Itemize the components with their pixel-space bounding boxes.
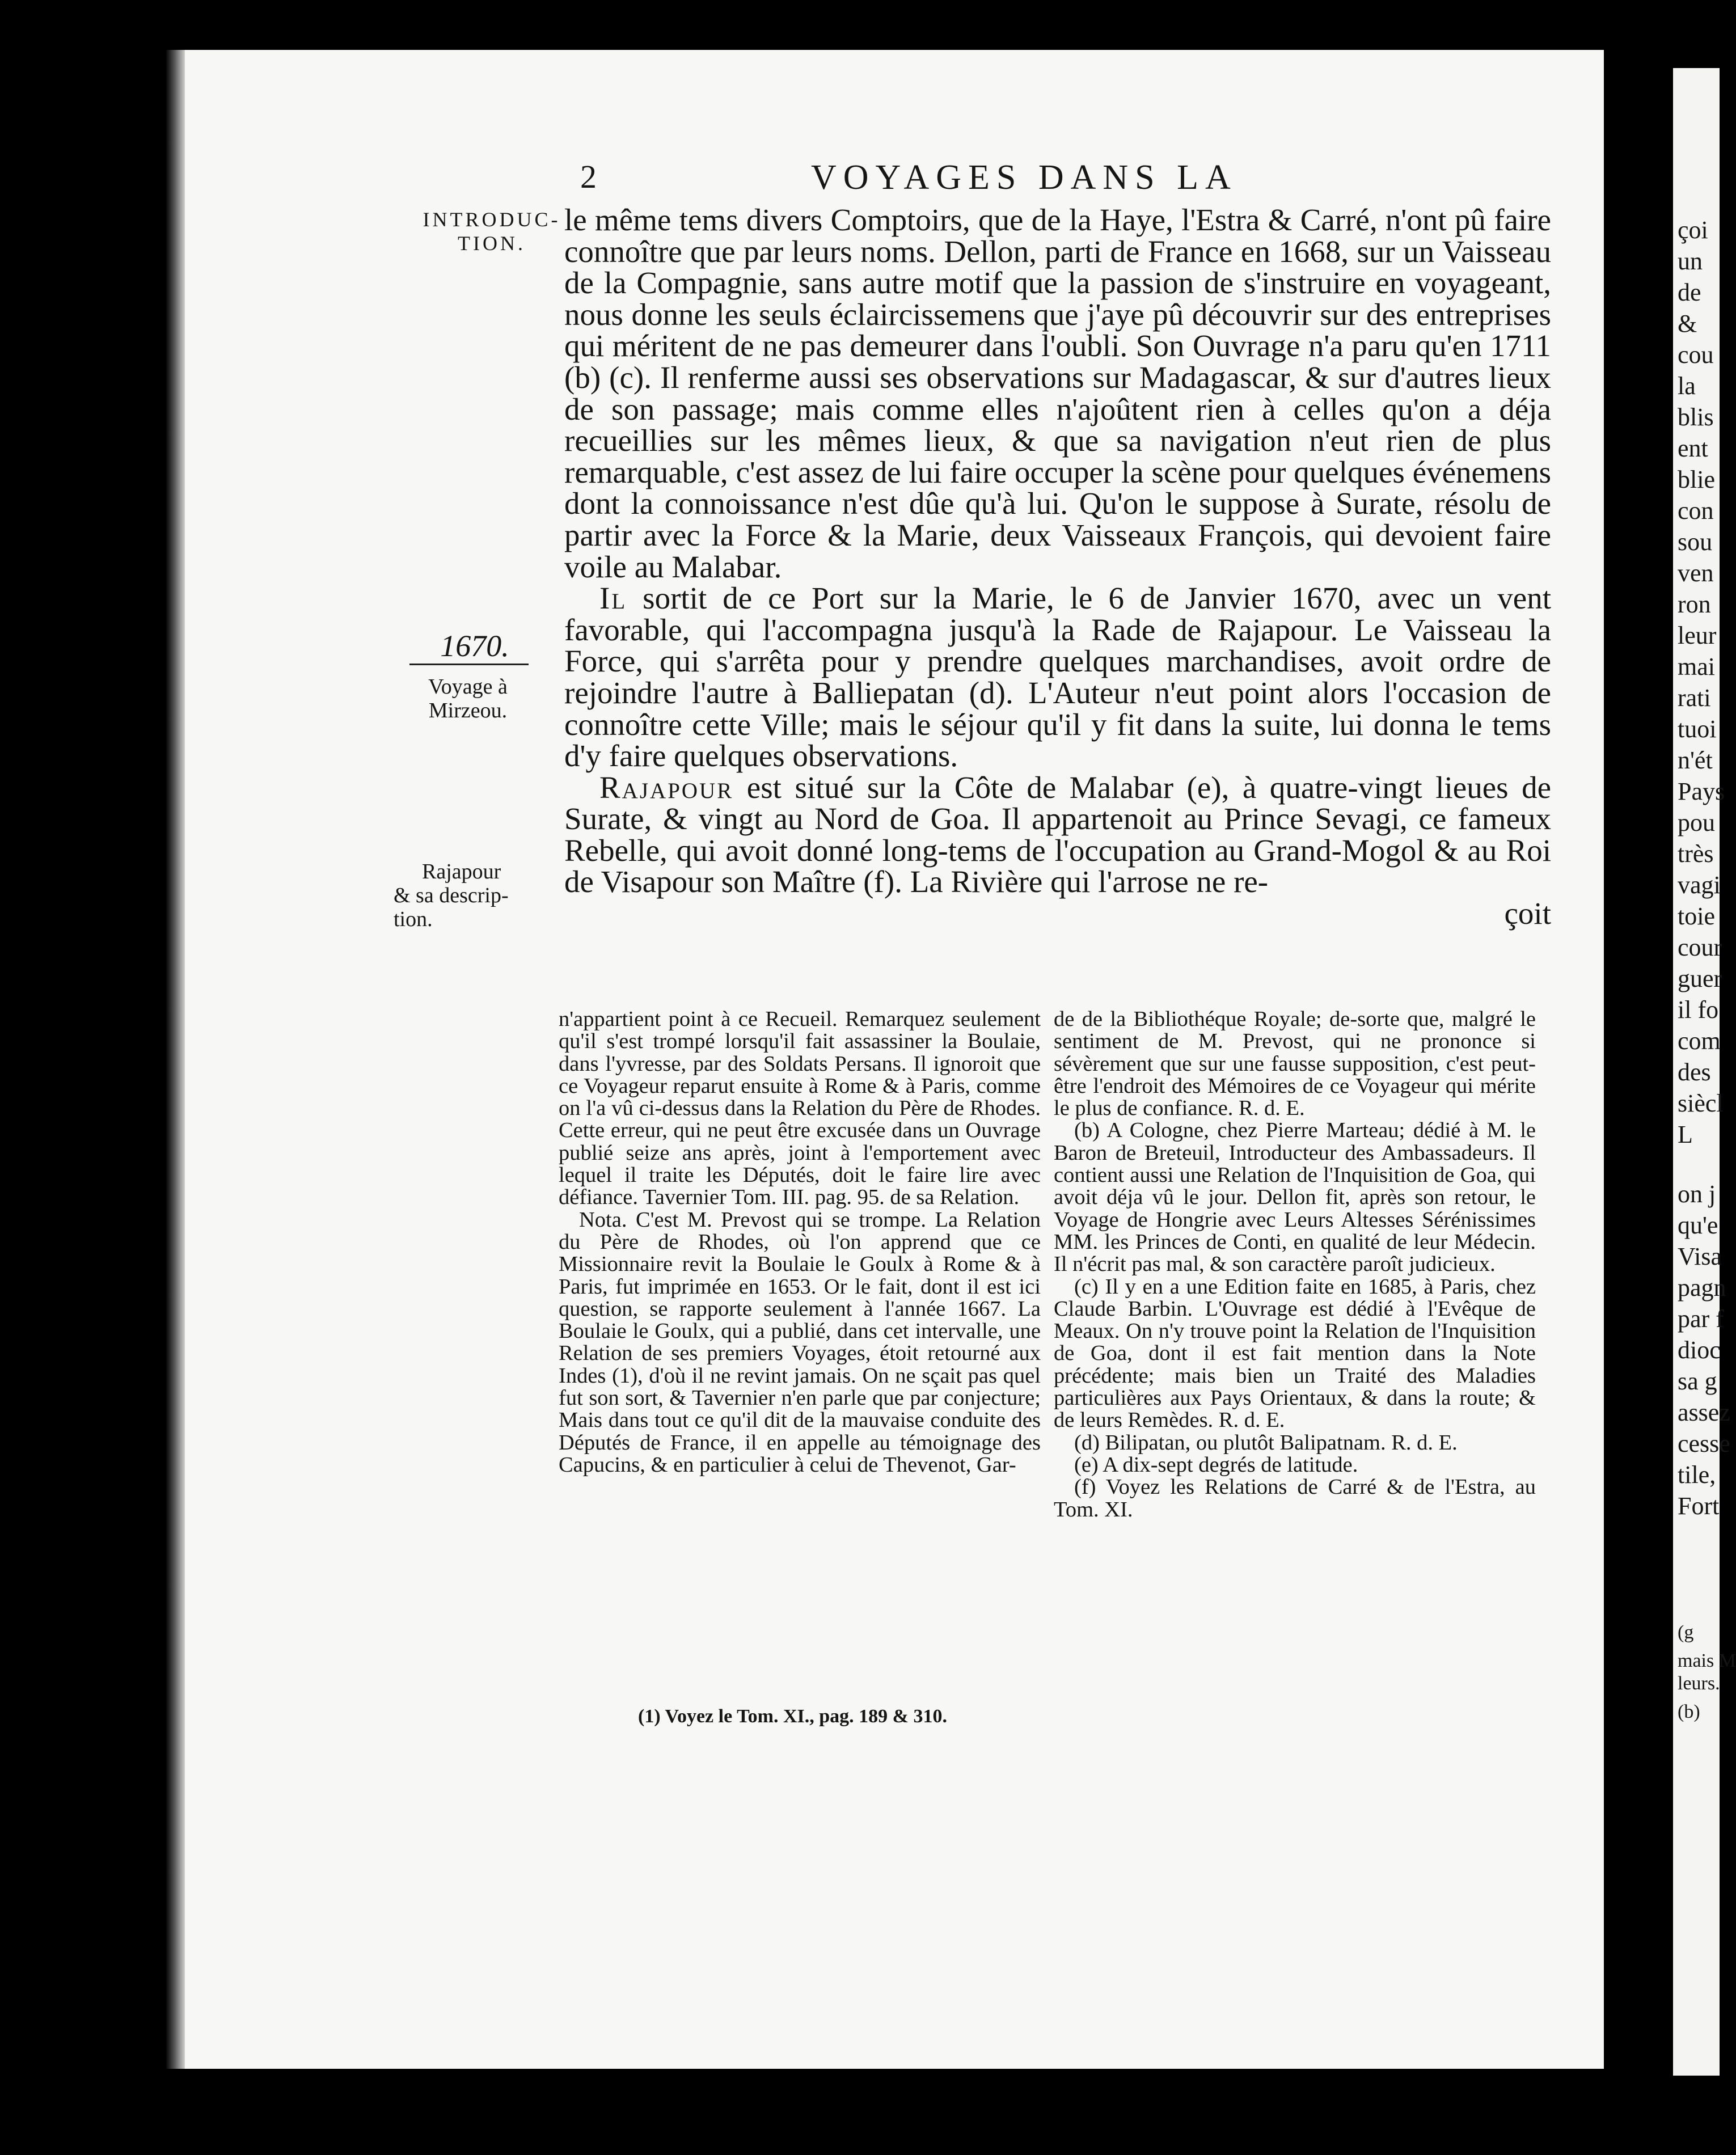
adjacent-page-text: ent bbox=[1678, 434, 1708, 462]
adjacent-page-text: toie bbox=[1678, 902, 1715, 930]
paragraph-voyage bbox=[564, 582, 1551, 772]
adjacent-page-text: (b) bbox=[1678, 1701, 1700, 1722]
margin-note-line: tion. bbox=[394, 907, 433, 931]
scan-gap bbox=[1604, 0, 1673, 2155]
margin-note-line: Voyage à bbox=[428, 675, 508, 699]
adjacent-page-text: on j bbox=[1678, 1180, 1716, 1208]
adjacent-page-text: qu'e bbox=[1678, 1211, 1718, 1239]
adjacent-page-text: cour bbox=[1678, 933, 1722, 961]
paragraph-lead: Rajapour bbox=[599, 770, 734, 805]
footnote-text: Nota. C'est M. Prevost qui se trompe. La Relation du Père de Rhodes, où l'on apprend que ce Missionnaire revit la Boulaie le Goulx à Rome & à Paris, fut imprimée en 1653. Or le fait, dont il est ici question, se rapporte seulement à l'année 1667. La Boulaie le Goulx, qui a publié, dans cet intervalle, une Relation de ses premiers Voyages, étoit retourné aux Indes (1), d'où il ne revint jamais. On ne sçait pas quel fut son sort, & Tavernier n'en parle que par conjecture; Mais dans tout ce qu'il dit de la mauvaise conduite des Députés de France, il en appelle au témoignage des Capucins, & en particulier à celui de Thevenot, Gar- bbox=[559, 1207, 1041, 1477]
adjacent-page-text: leurs. bbox=[1678, 1673, 1720, 1694]
adjacent-page-text: un bbox=[1678, 247, 1703, 275]
paragraph-text: est situé sur la Côte de Malabar (e), à quatre-vingt lieues de Surate, & vingt au Nord de Goa. Il appartenoit au Prince Sevagi, ce fameux Rebelle, qui avoit donné long-tems de l'occupation au Grand-Mogol & au Roi de Visapour son Maître (f). La Rivière qui l'arrose ne re- bbox=[564, 770, 1551, 899]
page-number: 2 bbox=[580, 158, 597, 195]
margin-note-rajapour bbox=[390, 860, 543, 931]
adjacent-page-text: il fo bbox=[1678, 996, 1719, 1024]
paragraph-lead: Il bbox=[599, 581, 627, 616]
adjacent-page-text: pou bbox=[1678, 809, 1715, 836]
adjacent-page-text: des bbox=[1678, 1058, 1711, 1086]
adjacent-page-text: dioc bbox=[1678, 1336, 1721, 1364]
catchword: çoit bbox=[1504, 896, 1551, 931]
adjacent-page-text: Visa bbox=[1678, 1243, 1722, 1270]
adjacent-page-text: tuoi bbox=[1678, 715, 1717, 743]
adjacent-page-text: très bbox=[1678, 840, 1714, 868]
margin-note-introduction bbox=[421, 208, 563, 255]
adjacent-page-text: blie bbox=[1678, 466, 1715, 493]
adjacent-page-text: guer bbox=[1678, 965, 1722, 992]
adjacent-page-text: & bbox=[1678, 310, 1697, 337]
margin-note-line: Mirzeou. bbox=[428, 699, 508, 722]
margin-note-line: TION. bbox=[458, 232, 526, 255]
margin-note-line: & sa descrip- bbox=[394, 884, 509, 907]
footnote-reference: (1) Voyez le Tom. XI., pag. 189 & 310. bbox=[638, 1706, 947, 1727]
footnote-text: n'appartient point à ce Recueil. Remarquez seulement qu'il s'est trompé lorsqu'il fait assassiner la Boulaie, dans l'yvresse, par des Soldats Persans. Il ignoroit que ce Voyageur reparut ensuite à Rome & à Paris, comme on l'a vû ci-dessus dans la Relation du Père de Rhodes. Cette erreur, qui ne peut être excusée dans un Ouvrage publié seize ans après, joint à l'emportement avec lequel il traite les Députés, doit le faire lire avec défiance. Tavernier Tom. III. pag. 95. de sa Relation. bbox=[559, 1007, 1041, 1210]
adjacent-page-text: Pays bbox=[1678, 778, 1725, 805]
footnote-text: de de la Bibliothéque Royale; de-sorte que, malgré le sentiment de M. Prevost, qui ne prononce si sévèrement que sur une fausse supposition, c'est peut-être l'endroit des Mémoires de ce Voyageur qui mérite le plus de confiance. R. d. E. bbox=[1054, 1007, 1536, 1121]
adjacent-page-text: pagn bbox=[1678, 1274, 1726, 1302]
footnote-b: (b) A Cologne, chez Pierre Marteau; dédié à M. le Baron de Breteuil, Introducteur des Ambassadeurs. Il contient aussi une Relation de l'Inquisition de Goa, qui avoit déja vû le jour. Dellon fit, après son retour, le Voyage de Hongrie avec Leurs Altesses Sérénissimes MM. les Princes de Conti, en qualité de leur Médecin. Il n'écrit pas mal, & son caractère paroît judicieux. bbox=[1054, 1118, 1536, 1277]
footnotes-right-column bbox=[1054, 1008, 1536, 1521]
adjacent-page-text: con bbox=[1678, 497, 1714, 525]
footnote-d: (d) Bilipatan, ou plutôt Balipatnam. R. d. E. bbox=[1074, 1430, 1458, 1455]
running-title: VOYAGES DANS LA bbox=[811, 158, 1237, 197]
page-gutter-shadow bbox=[166, 50, 185, 2069]
adjacent-page-text: assez bbox=[1678, 1398, 1730, 1426]
footnote-f: (f) Voyez les Relations de Carré & de l'Estra, au Tom. XI. bbox=[1054, 1475, 1536, 1522]
adjacent-page-text: n'ét bbox=[1678, 746, 1713, 774]
adjacent-page-text: Fort bbox=[1678, 1492, 1720, 1520]
adjacent-page-text: cou bbox=[1678, 341, 1714, 369]
adjacent-page-text: siècl bbox=[1678, 1089, 1724, 1117]
adjacent-page-text: çoi bbox=[1678, 216, 1708, 244]
adjacent-page-text: ron bbox=[1678, 590, 1711, 618]
margin-note-line: INTRODUC- bbox=[423, 208, 561, 231]
adjacent-page-text: mai bbox=[1678, 653, 1715, 681]
adjacent-page-text: com bbox=[1678, 1027, 1721, 1055]
adjacent-page-text: de bbox=[1678, 278, 1701, 306]
adjacent-page-text: sou bbox=[1678, 528, 1713, 556]
adjacent-page-text: mais M bbox=[1678, 1650, 1736, 1671]
main-text bbox=[564, 204, 1551, 929]
adjacent-page-edge bbox=[1673, 68, 1736, 2076]
adjacent-page-text: vagi bbox=[1678, 871, 1721, 899]
adjacent-page-text: sa g bbox=[1678, 1367, 1717, 1395]
footnote-c: (c) Il y en a une Edition faite en 1685, à Paris, chez Claude Barbin. L'Ouvrage est dédié à l'Evêque de Meaux. On n'y trouve point la Relation de l'Inquisition de Goa, dont il est fait mention dans la Note précédente; mais bien un Traité des Maladies particulières aux Pays Orientaux, & dans la route; & de leurs Remèdes. R. d. E. bbox=[1054, 1274, 1536, 1433]
adjacent-page-text: cesse bbox=[1678, 1430, 1730, 1457]
adjacent-page-text: tile, bbox=[1678, 1461, 1716, 1489]
adjacent-page-text: leur bbox=[1678, 622, 1717, 649]
adjacent-page-text: rati bbox=[1678, 684, 1711, 712]
adjacent-page-text: par f bbox=[1678, 1305, 1724, 1333]
adjacent-page-text: (g bbox=[1678, 1622, 1694, 1643]
paragraph-rajapour bbox=[564, 772, 1551, 898]
footnotes-left-column bbox=[559, 1008, 1041, 1476]
adjacent-page-text: blis bbox=[1678, 403, 1714, 431]
footnote-e: (e) A dix-sept degrés de latitude. bbox=[1074, 1452, 1358, 1477]
adjacent-page-text: L bbox=[1678, 1121, 1693, 1148]
adjacent-page-text: la bbox=[1678, 372, 1696, 400]
adjacent-page-text: ven bbox=[1678, 559, 1714, 587]
margin-year: 1670. bbox=[440, 629, 509, 663]
paragraph-text: sortit de ce Port sur la Marie, le 6 de Janvier 1670, avec un vent favorable, qui l'accompagna jusqu'à la Rade de Rajapour. Le Vaisseau la Force, qui s'arrêta pour y prendre quelques marchandises, avoit ordre de rejoindre l'autre à Balliepatan (d). L'Auteur n'eut point alors l'occasion de connoître cette Ville; mais le séjour qu'il y fit dans la suite, lui donna le tems d'y faire quelques observations. bbox=[564, 581, 1551, 774]
margin-rule bbox=[409, 664, 529, 665]
margin-note-line: Rajapour bbox=[422, 860, 501, 884]
margin-note-voyage bbox=[397, 675, 539, 722]
paragraph-dellon: le même tems divers Comptoirs, que de la Haye, l'Estra & Carré, n'ont pû faire connoître que par leurs noms. Dellon, parti de France en 1668, sur un Vaisseau de la Compagnie, sans autre motif que la passion de s'instruire en voyageant, nous donne les seuls éclaircissemens que j'aye pû découvrir sur des entreprises qui méritent de ne pas demeurer dans l'oubli. Son Ouvrage n'a paru qu'en 1711 (b) (c). Il renferme aussi ses observations sur Madagascar, & sur d'autres lieux de son passage; mais comme elles n'ajoûtent rien à celles qu'on a déja recueillies sur les mêmes lieux, & que sa navigation n'eut rien de plus remarquable, c'est assez de lui faire occuper la scène pour quelques événemens dont la connoissance n'est dûe qu'à lui. Qu'on le suppose à Surate, résolu de partir avec la Force & la Marie, deux Vaisseaux François, qui devoient faire voile au Malabar. bbox=[564, 202, 1551, 584]
